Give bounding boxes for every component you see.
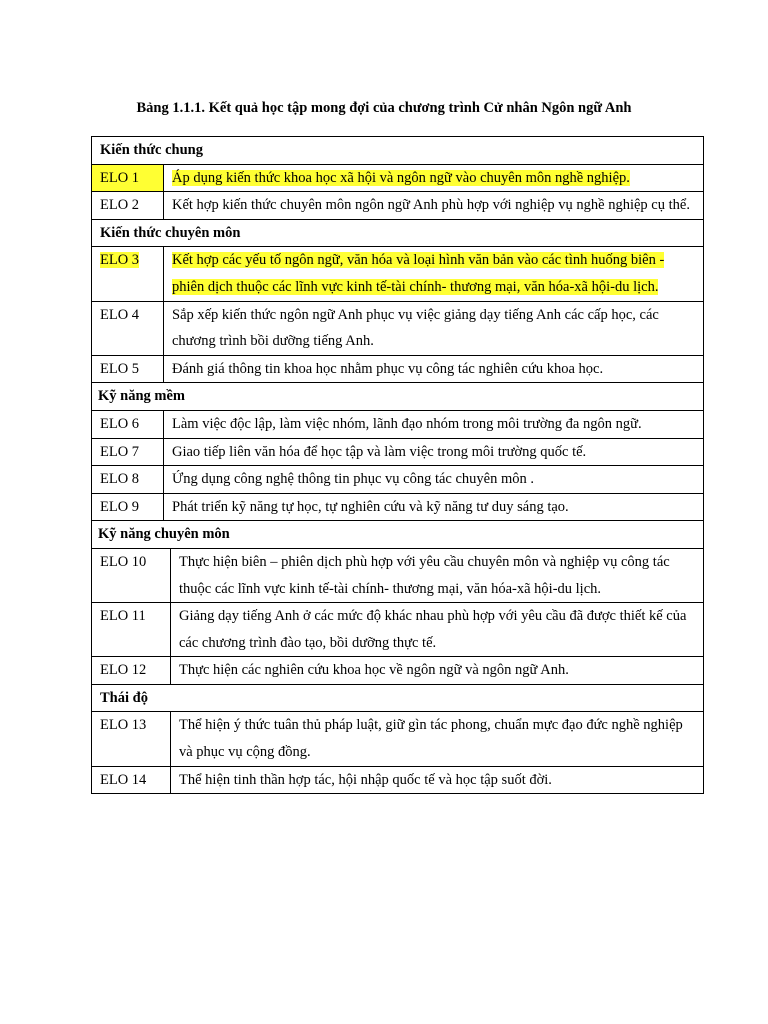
elo-description: Giao tiếp liên văn hóa để học tập và làm việc trong môi trường quốc tế.	[164, 438, 704, 466]
elo-description: Đánh giá thông tin khoa học nhằm phục vụ công tác nghiên cứu khoa học.	[164, 355, 704, 383]
elo-description: Làm việc độc lập, làm việc nhóm, lãnh đạo nhóm trong môi trường đa ngôn ngữ.	[164, 410, 704, 438]
section-heading: Kỹ năng chuyên môn	[92, 521, 704, 549]
table-row	[92, 493, 704, 521]
elo-code: ELO 9	[92, 493, 164, 521]
section-heading: Thái độ	[92, 684, 704, 712]
elo-code: ELO 14	[92, 766, 171, 794]
elo-description: Thể hiện ý thức tuân thủ pháp luật, giữ gìn tác phong, chuẩn mực đạo đức nghề nghiệp và phục vụ cộng đồng.	[171, 712, 704, 766]
table-row	[92, 712, 704, 766]
table-row	[92, 766, 704, 794]
elo-description: Phát triển kỹ năng tự học, tự nghiên cứu và kỹ năng tư duy sáng tạo.	[164, 493, 704, 521]
elo-description: Thể hiện tinh thần hợp tác, hội nhập quốc tế và học tập suốt đời.	[171, 766, 704, 794]
table-row	[92, 301, 704, 355]
table-row	[92, 466, 704, 494]
elo-code: ELO 11	[92, 603, 171, 657]
elo-code: ELO 13	[92, 712, 171, 766]
table-caption: Bảng 1.1.1. Kết quả học tập mong đợi của chương trình Cử nhân Ngôn ngữ Anh	[136, 100, 632, 116]
elo-code: ELO 12	[92, 657, 171, 685]
elo-table-continued	[91, 520, 704, 794]
elo-description: Kết hợp kiến thức chuyên môn ngôn ngữ Anh phù hợp với nghiệp vụ nghề nghiệp cụ thể.	[164, 192, 704, 220]
table-row	[92, 192, 704, 220]
elo-description: Thực hiện biên – phiên dịch phù hợp với yêu cầu chuyên môn và nghiệp vụ công tác thuộc các lĩnh vực kinh tế-tài chính- thương mại, văn hóa-xã hội-du lịch.	[171, 548, 704, 602]
elo-description	[164, 164, 704, 192]
elo-code: ELO 7	[92, 438, 164, 466]
elo-code	[92, 247, 164, 301]
table-row	[92, 548, 704, 602]
elo-code: ELO 2	[92, 192, 164, 220]
elo-description: Thực hiện các nghiên cứu khoa học về ngôn ngữ và ngôn ngữ Anh.	[171, 657, 704, 685]
section-heading: Kiến thức chung	[92, 137, 704, 165]
section-row	[92, 383, 704, 411]
table-row	[92, 657, 704, 685]
elo-description-text: Áp dụng kiến thức khoa học xã hội và ngôn ngữ vào chuyên môn nghề nghiệp.	[172, 169, 630, 186]
elo-description: Sắp xếp kiến thức ngôn ngữ Anh phục vụ việc giảng dạy tiếng Anh các cấp học, các chương trình bồi dưỡng tiếng Anh.	[164, 301, 704, 355]
section-row	[92, 521, 704, 549]
elo-code: ELO 5	[92, 355, 164, 383]
table-row	[92, 603, 704, 657]
section-heading: Kỹ năng mềm	[92, 383, 704, 411]
elo-code: ELO 6	[92, 410, 164, 438]
elo-code: ELO 4	[92, 301, 164, 355]
section-row	[92, 219, 704, 247]
section-row	[92, 684, 704, 712]
table-row	[92, 438, 704, 466]
table-row	[92, 247, 704, 301]
section-heading: Kiến thức chuyên môn	[92, 219, 704, 247]
elo-description-text: Kết hợp các yếu tố ngôn ngữ, văn hóa và loại hình văn bản vào các tình huống biên - phiên dịch thuộc các lĩnh vực kinh tế-tài chính- thương mại, văn hóa-xã hội-du lịch.	[172, 252, 665, 295]
elo-code: ELO 8	[92, 466, 164, 494]
table-row	[92, 355, 704, 383]
elo-description: Giảng dạy tiếng Anh ở các mức độ khác nhau phù hợp với yêu cầu đã được thiết kế của các chương trình đào tạo, bồi dưỡng thực tế.	[171, 603, 704, 657]
elo-code: ELO 10	[92, 548, 171, 602]
table-row	[92, 164, 704, 192]
elo-table	[91, 136, 704, 521]
section-row	[92, 137, 704, 165]
elo-code-text: ELO 3	[100, 252, 140, 269]
elo-code: ELO 1	[92, 164, 164, 192]
elo-description: Ứng dụng công nghệ thông tin phục vụ công tác chuyên môn .	[164, 466, 704, 494]
elo-description	[164, 247, 704, 301]
table-row	[92, 410, 704, 438]
